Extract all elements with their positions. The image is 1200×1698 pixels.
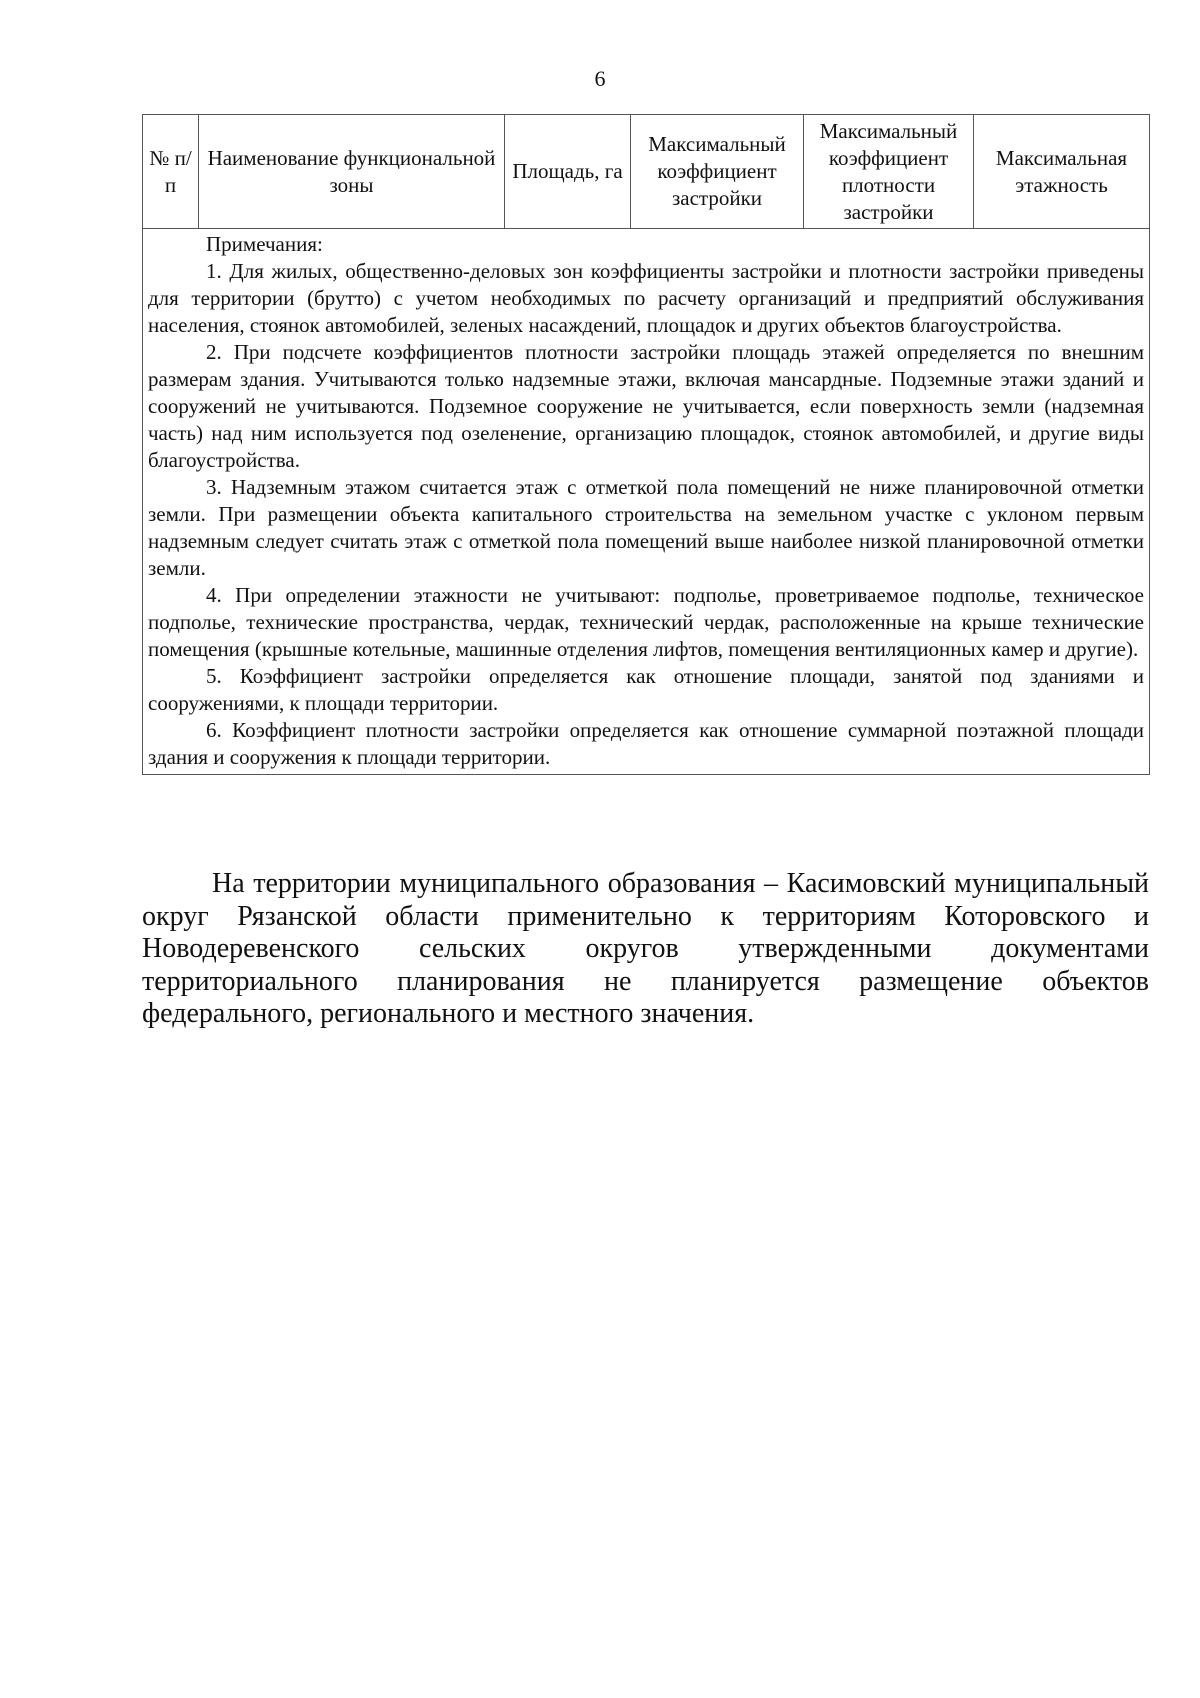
notes-cell bbox=[143, 229, 1150, 775]
header-number: № п/п bbox=[143, 115, 199, 229]
table-header-row bbox=[143, 115, 1150, 229]
note-4: 4. При определении этажности не учитывают: подполье, проветриваемое подполье, техническое подполье, технические пространства, чердак, технический чердак, расположенные на крыше технические помещения (крышные котельные, машинные отделения лифтов, помещения вентиляционных камер и другие). bbox=[148, 583, 1144, 661]
note-2: 2. При подсчете коэффициентов плотности застройки площадь этажей определяется по внешним размерам здания. Учитываются только надземные этажи, включая мансардные. Подземные этажи зданий и сооружений не учитываются. Подземное сооружение не учитывается, если поверхность земли (надземная часть) над ним используется под озеленение, организацию площадок, стоянок автомобилей, и другие виды благоустройства. bbox=[148, 340, 1144, 472]
note-1: 1. Для жилых, общественно-деловых зон коэффициенты застройки и плотности застройки приведены для территории (брутто) с учетом необходимых по расчету организаций и предприятий обслуживания населения, стоянок автомобилей, зеленых насаждений, площадок и других объектов благоустройства. bbox=[148, 259, 1144, 337]
page-number: 6 bbox=[594, 66, 606, 91]
header-max-floors: Максимальная этажность bbox=[974, 115, 1150, 229]
note-5: 5. Коэффициент застройки определяется как отношение площади, занятой под зданиями и сооружениями, к площади территории. bbox=[148, 664, 1144, 715]
header-area: Площадь, га bbox=[505, 115, 631, 229]
note-6: 6. Коэффициент плотности застройки определяется как отношение суммарной поэтажной площади здания и сооружения к площади территории. bbox=[148, 718, 1144, 769]
header-zone-name: Наименование функциональной зоны bbox=[199, 115, 505, 229]
notes-title: Примечания: bbox=[206, 232, 323, 256]
functional-zones-table bbox=[142, 114, 1150, 775]
body-paragraph: На территории муниципального образования – Касимовский муниципальный округ Рязанской области применительно к территориям Которовского и Новодеревенского сельских округов утвержденными документами территориального планирования не планируется размещение объектов федерального, регионального и местного значения. bbox=[142, 868, 1149, 1029]
header-max-density-coefficient: Максимальный коэффициент плотности застройки bbox=[804, 115, 974, 229]
header-max-building-coefficient: Максимальный коэффициент застройки bbox=[631, 115, 804, 229]
notes-row bbox=[143, 229, 1150, 775]
note-3: 3. Надземным этажом считается этаж с отметкой пола помещений не ниже планировочной отметки земли. При размещении объекта капитального строительства на земельном участке с уклоном первым надземным следует считать этаж с отметкой пола помещений выше наиболее низкой планировочной отметки земли. bbox=[148, 475, 1144, 580]
